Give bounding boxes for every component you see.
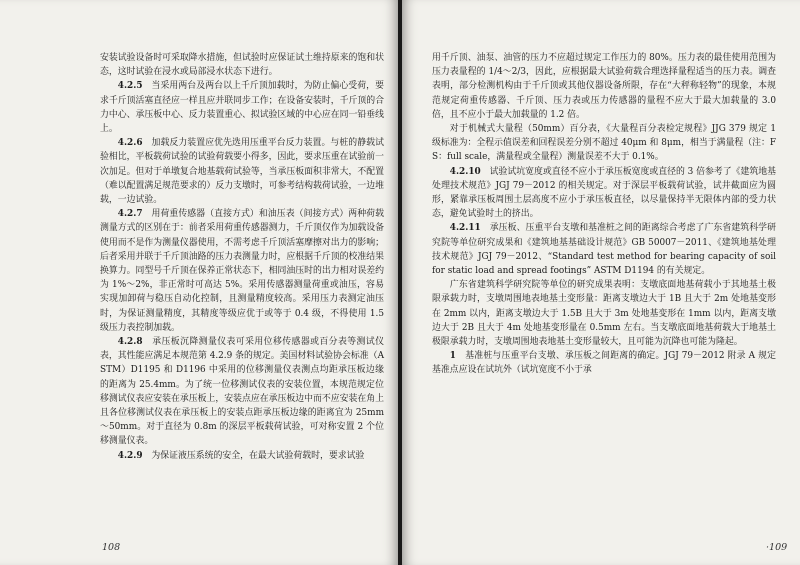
paragraph [432,165,776,222]
right-page [402,0,800,565]
paragraph [100,136,384,207]
clause-number: 4.2.5 [117,81,143,92]
clause-number: 4.2.6 [117,138,143,149]
left-page-body [100,51,384,463]
paragraph-text: 对于机械式大量程（50mm）百分表，《大量程百分表检定规程》JJG 379 规定 1 级标准为：全程示值误差和回程误差分别不超过 40μm 和 8μm，相当于满量程（注：FS：full scale，满量程或全量程）测量误差不大于 0.1%。 [432,124,776,163]
paragraph-text: 基准桩与压重平台支墩、承压板之间距离的确定。JGJ 79－2012 附录 A 规定基准点应设在试坑外（试坑宽度不小于承 [432,351,776,376]
paragraph [100,449,384,463]
paragraph [432,221,776,278]
paragraph-text: 加载反力装置应优先选用压重平台反力装置。与桩的静载试验相比，平板载荷试验的试验荷载要小得多，因此，要求压重在试验前一次加足。但对于单墩复合地基载荷试验等，当承压板面积非常大，不配置（难以配置满足规范要求的）反力支墩时，可参考结构载荷试验，一边堆载，一边试验。 [100,138,385,206]
paragraph [100,51,384,79]
paragraph-text: 安装试验设备时可采取降水措施，但试验时应保证试土维持原来的饱和状态，这时试验在浸水或局部浸水状态下进行。 [100,53,384,78]
paragraph-text: 用千斤顶、油泵、油管的压力不应超过规定工作压力的 80%。压力表的最佳使用范围为压力表量程的 1/4～2/3，因此，应根据最大试验荷载合理选择量程适当的压力表。调查表明，部分检测机构由于千斤顶或其他仪器设备所限，存在“大秤称轻物”的现象，本规范规定荷重传感器、千斤顶、压力表或压力传感器的量程不应大于最大加载量的 3.0 倍，且不应小于最大加载量的 1.2 倍。 [432,53,776,120]
paragraph [432,349,776,377]
clause-number: 4.2.8 [117,337,143,348]
page-number: ·109 [766,542,788,553]
paragraph-text: 用荷重传感器（直接方式）和油压表（间接方式）两种荷载测量方式的区别在于：前者采用荷重传感器测力，千斤顶仅作为加载设备使用而不是作为测量仪器使用，不需考虑千斤顶活塞摩擦对出力的影响；后者采用并联于千斤顶油路的压力表测量力时，应根据千斤顶的校准结果换算力。同型号千斤顶在保养正常状态下，相同油压时的出力相对误差约为 1%～2%，非正常时可高达 5%。采用传感器测量荷重或油压，容易实现加卸荷与稳压自动化控制，且测量精度较高。采用压力表测定油压时，为保证测量精度，其精度等级应优于或等于 0.4 级，不得使用 1.5 级压力表控制加载。 [100,209,385,333]
paragraph [100,79,384,136]
clause-number: 4.2.11 [449,223,481,234]
paragraph [432,122,776,165]
clause-number: 4.2.10 [449,166,481,177]
paragraph [432,51,776,122]
paragraph [432,278,776,349]
item-number: 1 [449,351,456,362]
paragraph-text: 承压板沉降测量仪表可采用位移传感器或百分表等测试仪表，其性能应满足本规范第 4.2.9 条的规定。美国材料试验协会标准（ASTM）D1195 和 D1196 中采用的位移测量仪表测点均距承压板边缘的距离为 25.4mm。为了统一位移测试仪表的安装位置，本规范规定位移测试仪表应安装在承压板上，安装点应在承压板边中而不应安装在角上且各位移测试仪表在承压板上的安装点距承压板边缘的距离宜为 25mm～50mm。对于直径为 0.8m 的深层平板载荷试验，可对称安置 2 个位移测量仪表。 [100,337,384,447]
paragraph [100,335,384,449]
paragraph-text: 承压板、压重平台支墩和基准桩之间的距离综合考虑了广东省建筑科学研究院等单位研究成果和《建筑地基基础设计规范》GB 50007－2011、《建筑地基处理技术规范》JGJ 79－2012、“Standard test method for bearing capacity of soil for static load and spread footings” ASTM D1194 的有关规定。 [432,223,777,277]
paragraph-text: 为保证液压系统的安全，在最大试验荷载时，要求试验 [151,450,365,461]
clause-number: 4.2.9 [117,450,143,461]
paragraph [100,207,384,335]
paragraph-text: 当采用两台及两台以上千斤顶加载时，为防止偏心受荷，要求千斤顶活塞直径应一样且应并联同步工作；在设备安装时，千斤顶的合力中心、承压板中心、反力装置重心、拟试验区域的中心应在同一铅垂线上。 [100,81,385,135]
clause-number: 4.2.7 [117,209,143,220]
left-page [0,0,398,565]
paragraph-text: 广东省建筑科学研究院等单位的研究成果表明：支墩底面地基荷载小于其地基土极限承载力时，支墩周围地表地基土变形量：距离支墩边大于 1B 且大于 2m 处地基变形在 2mm 以内，距离支墩边大于 1.5B 且大于 3m 处地基变形在 1mm 以内，距离支墩边大于 2B 且大于 4m 处地基变形量在 0.5mm 左右。当支墩底面地基荷载大于地基土极限承载力时，支墩周围地表地基土变形量较大，且可能为沉降也可能为隆起。 [432,280,776,348]
paragraph-text: 试验试坑宽度或直径不应小于承压板宽度或直径的 3 倍参考了《建筑地基处理技术规范》JGJ 79－2012 的相关规定。对于深层平板载荷试验，试井截面应为圆形，紧靠承压板周围土层高度不应小于承压板直径，以尽量保持半无限体内部的受力状态，避免试验时土的挤出。 [432,166,777,220]
page-number: 108 [102,542,121,553]
right-page-body [432,51,776,378]
